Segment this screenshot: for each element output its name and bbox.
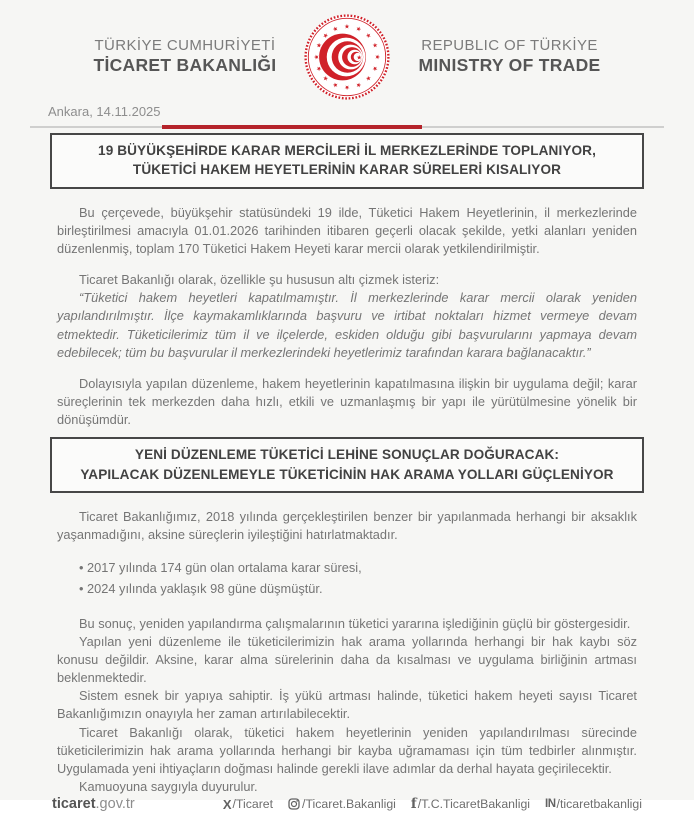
paragraph-1: Bu çerçevede, büyükşehir statüsündeki 19 ilde, Tüketici Hakem Heyetlerinin, il merkezlerinde birleştirilmesi amacıyla 01.01.2026 tarihinden itibaren geçerli olacak şekilde, yetki alanları yeniden düzenlenmiş, toplam 170 Tüketici Hakem Heyeti karar mercii olarak yetkilendirilmiştir.: [57, 204, 637, 256]
social-link-instagram[interactable]: [288, 797, 396, 811]
paragraph-2: Ticaret Bakanlığı olarak, özellikle şu hususun altı çizmek isteriz:: [79, 272, 440, 288]
headline-2-line1: YENİ DÜZENLEME TÜKETİCİ LEHİNE SONUÇLAR DOĞURACAK:: [134, 447, 560, 463]
instagram-icon: [288, 798, 300, 810]
body-content: [57, 189, 637, 430]
website-link[interactable]: [52, 796, 135, 812]
body-content-2: [57, 493, 637, 796]
social-link-facebook[interactable]: [411, 796, 530, 812]
quote-paragraph: “Tüketici hakem heyetleri kapatılmamıştır. İl merkezlerinde karar mercii olarak yeniden yapılandırılmıştır. İlçe kaymakamlıklarında başvuru ve irtibat noktaları hizmet vermeye devam etmektedir. Tüketicilerimiz tüm il ve ilçelerde, eskiden olduğu gibi başvurularını yapmaya devam edebilecek; tüm bu başvurular il merkezlerindeki heyetlerimiz tarafından karara bağlanacaktır.”: [57, 290, 637, 360]
ministry-of-trade-emblem-icon: [302, 12, 392, 102]
x-icon: X: [222, 796, 232, 812]
bullet-list: [79, 558, 637, 599]
bullet-item-2017: • 2017 yılında 174 gün olan ortalama karar süresi,: [79, 560, 362, 576]
ministry-name-tr-line2: TİCARET BAKANLIĞI: [93, 55, 277, 76]
headline-1-line1: 19 BÜYÜKŞEHİRDE KARAR MERCİLERİ İL MERKEZLERİNDE TOPLANIYOR,: [98, 143, 596, 158]
social-link-linkedin[interactable]: [545, 797, 642, 811]
linkedin-icon: IN: [545, 798, 556, 811]
website-link-bold: ticaret: [52, 796, 96, 813]
paragraph-8: Ticaret Bakanlığı olarak, tüketici hakem heyetlerinin yeniden yapılandırılması sürecinde tüketicilerimizin hak arama yollarında herhangi bir kayba uğramaması için tüm tedbirler alınmıştır. Uygulamada yeni ihtiyaçların doğması halinde gerekli ilave adımlar da derhal hayata geçirilecektir.: [57, 724, 637, 776]
headline-1-line2: TÜKETİCİ HAKEM HEYETLERİNİN KARAR SÜRELERİ KISALIYOR: [132, 162, 562, 178]
dateline: Ankara, 14.11.2025: [48, 104, 161, 119]
footer: [0, 796, 694, 828]
headline-banner-1: [50, 133, 644, 189]
ministry-name-en-line2: MINISTRY OF TRADE: [418, 55, 601, 76]
ministry-name-turkish: [93, 37, 276, 78]
header: [0, 0, 694, 102]
bullet-item-2024: • 2024 yılında yaklaşık 98 güne düşmüştür.: [79, 580, 323, 596]
svg-text:★: ★: [344, 23, 351, 31]
social-link-x[interactable]: [223, 797, 273, 812]
svg-text:★: ★: [356, 54, 363, 62]
divider-red-accent: [162, 125, 422, 129]
linkedin-handle: /ticaretbakanligi: [556, 797, 642, 812]
paragraph-4: Ticaret Bakanlığımız, 2018 yılında gerçekleştirilen benzer bir yapılanmada herhangi bir aksaklık yaşanmadığını, aksine süreçlerin iyileştiğini hatırlatmaktadır.: [57, 508, 637, 543]
ministry-name-en-line1: REPUBLIC OF TÜRKİYE: [421, 36, 598, 54]
social-links: [223, 796, 642, 812]
closing-line: Kamuoyuna saygıyla duyurulur.: [79, 779, 258, 795]
ministry-name-english: [418, 37, 600, 78]
paragraph-6: Yapılan yeni düzenleme ile tüketicilerimizin hak arama yollarında herhangi bir hak kaybı söz konusu değildir. Aksine, karar alma sürelerinin daha da kısalması ve uygulama birliğinin artması beklenmektedir.: [57, 633, 637, 686]
headline-banner-2: [50, 437, 644, 493]
x-handle: /Ticaret: [232, 797, 274, 812]
ministry-name-tr-line1: TÜRKİYE CUMHURİYETİ: [94, 36, 276, 54]
facebook-handle: /T.C.TicaretBakanligi: [417, 797, 531, 812]
paragraph-7: Sistem esnek bir yapıya sahiptir. İş yükü artması halinde, tüketici hakem heyeti sayısı Ticaret Bakanlığımızın onayıyla her zaman artırılabilecektir.: [57, 688, 637, 722]
paragraph-3: Dolayısıyla yapılan düzenleme, hakem heyetlerinin kapatılmasına ilişkin bir uygulama değil; karar süreçlerinin tek merkezden daha hızlı, etkili ve uzmanlaşmış bir yapı ile yürütülmesine yönelik bir dönüşümdür.: [57, 375, 637, 428]
instagram-handle: /Ticaret.Bakanligi: [302, 797, 396, 812]
paragraph-5: Bu sonuç, yeniden yapılandırma çalışmalarının tüketici yararına işlediğinin güçlü bir göstergesidir.: [79, 615, 631, 631]
facebook-icon: f: [410, 796, 417, 813]
website-link-rest: .gov.tr: [95, 796, 135, 813]
headline-2-line2: YAPILACAK DÜZENLEMEYLE TÜKETİCİNİN HAK ARAMA YOLLARI GÜÇLENİYOR: [80, 466, 614, 482]
